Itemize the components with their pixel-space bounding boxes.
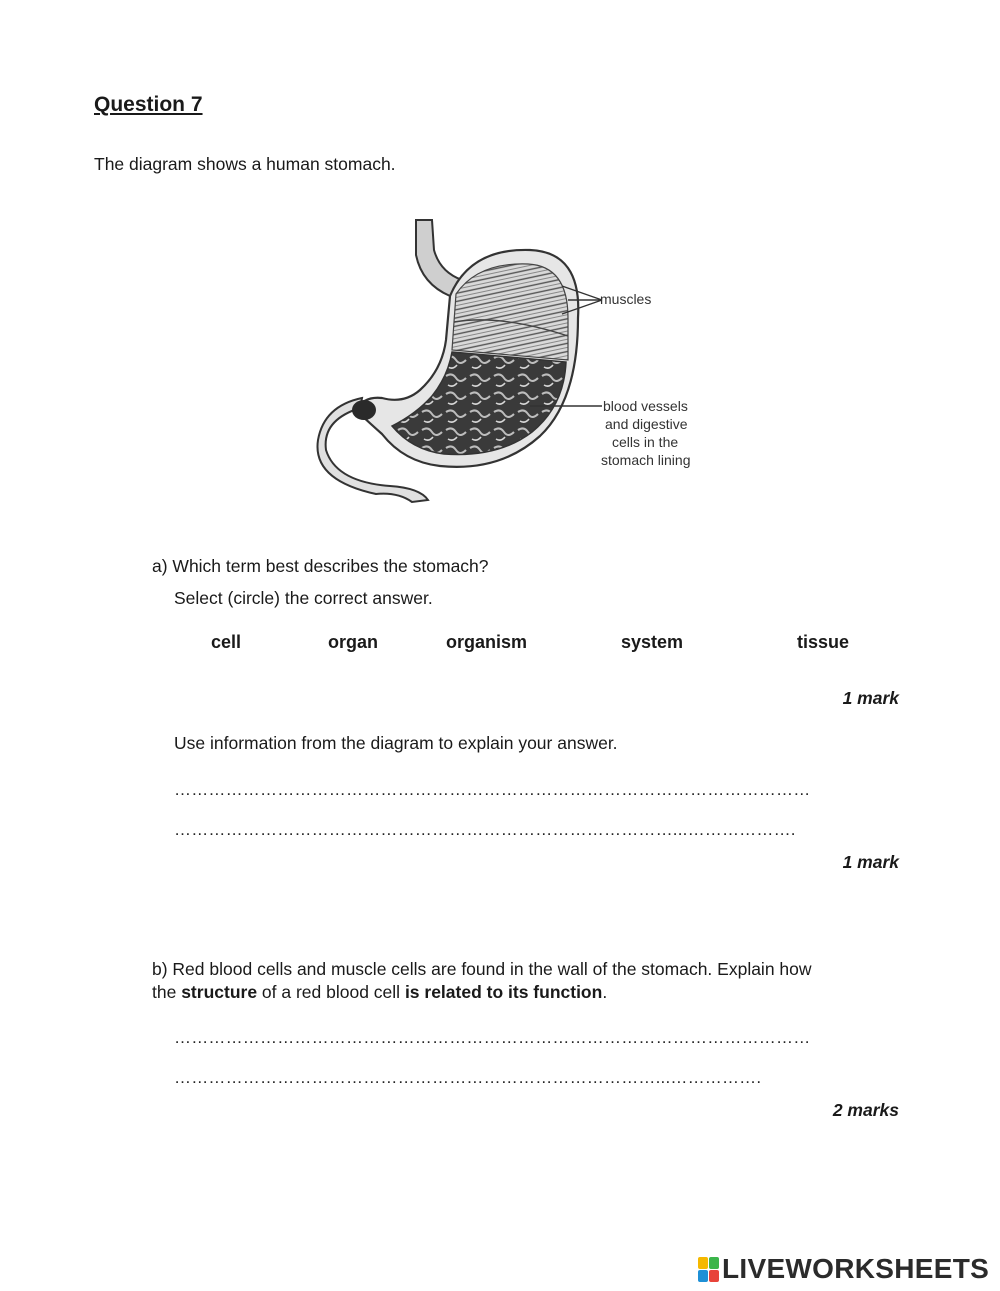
part-b-text-b: of a red blood cell [257, 982, 405, 1002]
label-lining-4: stomach lining [601, 452, 691, 468]
part-b-prompt-line2 [152, 982, 607, 1003]
part-b-mark: 2 marks [832, 1100, 899, 1120]
option-system[interactable]: system [621, 632, 684, 652]
label-muscles: muscles [600, 291, 652, 307]
part-a-mark-1: 1 mark [842, 688, 899, 708]
part-b-prompt-line1: b) Red blood cells and muscle cells are found in the wall of the stomach. Explain how [152, 959, 812, 979]
part-b-text-c: . [602, 982, 608, 1002]
answer-line-a2[interactable]: ……………………………………………………………………………...………………. [174, 820, 796, 839]
part-b-bold-structure: structure [181, 982, 258, 1002]
option-cell[interactable]: cell [211, 632, 242, 652]
part-b-bold-function: is related to its function [404, 982, 603, 1002]
option-tissue[interactable]: tissue [797, 632, 850, 652]
question-title: Question 7 [94, 93, 203, 116]
label-lining-3: cells in the [612, 434, 679, 450]
part-b-text-a: the [152, 982, 182, 1002]
question-intro: The diagram shows a human stomach. [94, 154, 396, 174]
stomach-diagram [300, 210, 720, 510]
option-organism[interactable]: organism [446, 632, 528, 652]
part-a-prompt: a) Which term best describes the stomach? [152, 556, 489, 576]
label-lining-1: blood vessels [603, 398, 688, 414]
answer-line-b1[interactable]: ………………………………………………………………………………………………… [174, 1028, 811, 1047]
answer-line-b2[interactable]: …………………………………………………………………………...……………. [174, 1068, 762, 1087]
logo-icon [698, 1257, 720, 1283]
answer-line-a1[interactable]: ………………………………………………………………………………………………… [174, 780, 811, 799]
option-organ[interactable]: organ [328, 632, 379, 652]
pylorus-shape [352, 400, 376, 420]
part-a-explain-prompt: Use information from the diagram to explain your answer. [174, 733, 618, 753]
part-a-mark-2: 1 mark [842, 852, 899, 872]
logo-text: LIVEWORKSHEETS [722, 1253, 990, 1284]
label-lining-2: and digestive [605, 416, 688, 432]
part-a-instruction: Select (circle) the correct answer. [174, 588, 433, 608]
